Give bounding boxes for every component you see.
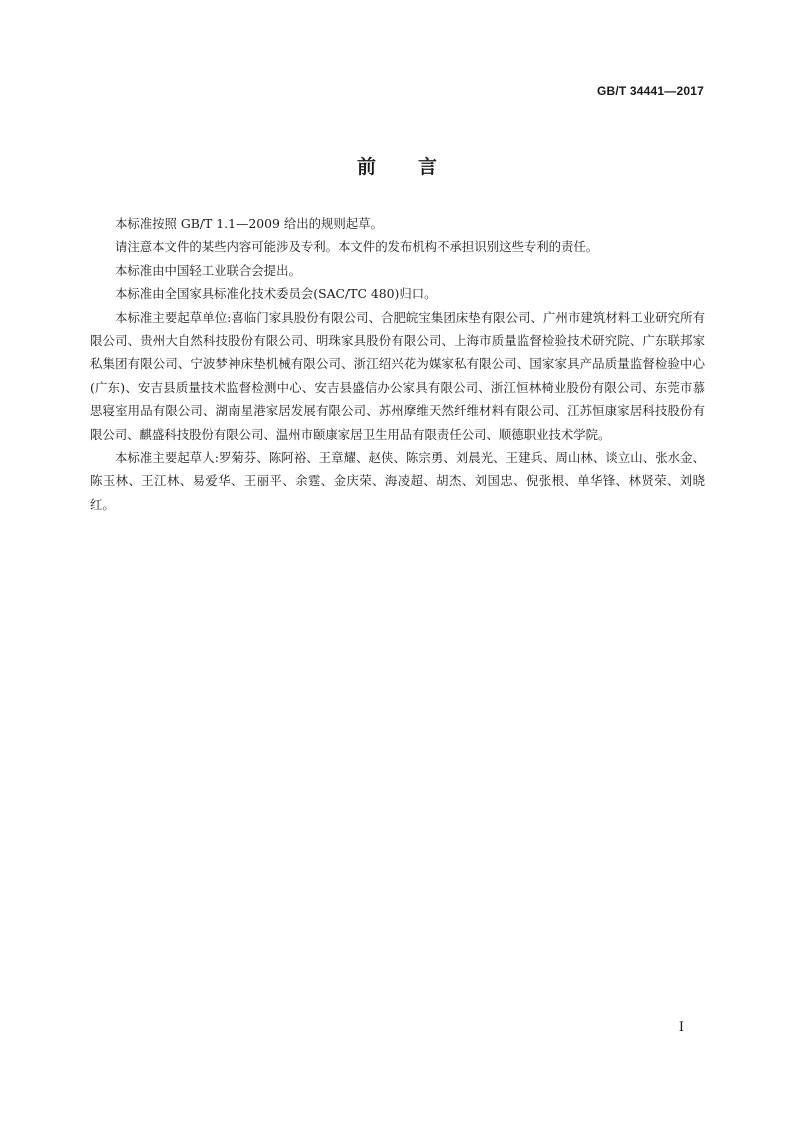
page-number: I [678,1020,684,1035]
paragraph-technical-committee: 本标准由全国家具标准化技术委员会(SAC/TC 480)归口。 [115,286,437,302]
paragraph-patent-notice: 请注意本文件的某些内容可能涉及专利。本文件的发布机构不承担识别这些专利的责任。 [115,239,599,255]
paragraph-drafters: 本标准主要起草人:罗菊芬、陈阿裕、王章耀、赵侠、陈宗勇、刘晨光、王建兵、周山林、谈立山、张水金、陈玉林、王江林、易爱华、王丽平、余霆、金庆荣、海凌超、胡杰、刘国忠、倪张根、单华锋、林贤荣、刘晓红。 [90,450,705,512]
paragraph-drafting-rules: 本标准按照 GB/T 1.1—2009 给出的规则起草。 [115,216,383,231]
document-body [90,212,705,516]
paragraph-drafting-units: 本标准主要起草单位:喜临门家具股份有限公司、合肥皖宝集团床垫有限公司、广州市建筑材料工业研究所有限公司、贵州大自然科技股份有限公司、明珠家具股份有限公司、上海市质量监督检验技术研究院、广东联邦家私集团有限公司、宁波梦神床垫机械有限公司、浙江绍兴花为媒家私有限公司、国家家具产品质量监督检验中心(广东)、安吉县质量技术监督检测中心、安吉县盛信办公家具有限公司、浙江恒林椅业股份有限公司、东莞市慕思寝室用品有限公司、湖南星港家居发展有限公司、苏州摩维天然纤维材料有限公司、江苏恒康家居科技股份有限公司、麒盛科技股份有限公司、温州市颐康家居卫生用品有限责任公司、顺德职业技术学院。 [90,309,705,442]
standard-code: GB/T 34441—2017 [596,84,704,98]
paragraph-proposer: 本标准由中国轻工业联合会提出。 [115,262,301,278]
section-title: 前言 [356,156,479,178]
